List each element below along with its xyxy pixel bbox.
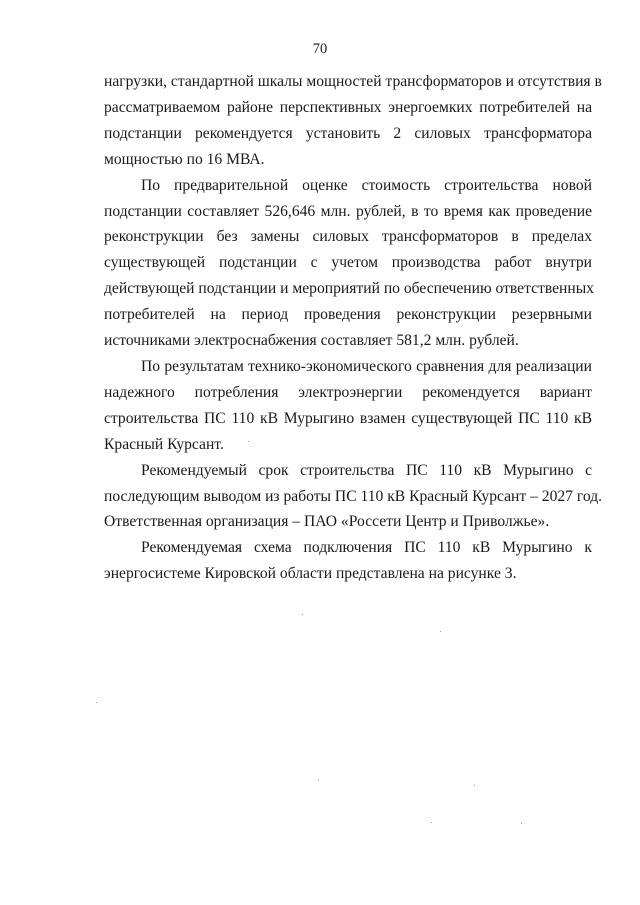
paragraph-2	[104, 173, 592, 354]
text-line: последующим выводом из работы ПС 110 кВ Красный Курсант – 2027 год.	[104, 487, 603, 505]
text-line: По результатам технико-экономического сравнения для реализации	[141, 357, 592, 375]
document-body	[104, 69, 603, 587]
text-line: строительства ПС 110 кВ Мурыгино взамен существующей ПС 110 кВ	[104, 409, 592, 427]
text-line: нагрузки, стандартной шкалы мощностей трансформаторов и отсутствия в	[104, 73, 602, 90]
text-line: Рекомендуемая схема подключения ПС 110 кВ Мурыгино к	[141, 539, 592, 557]
text-line: Красный Курсант.	[104, 435, 224, 453]
scan-speck	[440, 631, 441, 632]
text-line: Рекомендуемый срок строительства ПС 110 кВ Мурыгино с	[141, 461, 592, 479]
text-line: подстанции составляет 526,646 млн. рублей, в то время как проведение	[104, 202, 592, 220]
text-line: надежного потребления электроэнергии рекомендуется вариант	[104, 383, 592, 401]
text-line: рассматриваемом районе перспективных энергоемких потребителей на	[104, 98, 592, 116]
scan-speck	[96, 702, 97, 703]
text-line: мощностью по 16 МВА.	[104, 150, 265, 168]
scan-speck	[302, 614, 303, 615]
paragraph-4	[104, 458, 603, 536]
text-line: существующей подстанции с учетом производства работ внутри	[104, 254, 592, 272]
text-line: реконструкции без замены силовых трансформаторов в пределах	[104, 228, 592, 246]
paragraph-5	[104, 535, 592, 587]
text-line: действующей подстанции и мероприятий по обеспечению ответственных	[104, 280, 594, 298]
scan-speck	[318, 779, 319, 780]
scan-speck	[248, 441, 249, 442]
scan-speck	[521, 823, 522, 824]
text-line: источниками электроснабжения составляет 581,2 млн. рублей.	[104, 332, 519, 350]
text-line: потребителей на период проведения реконструкции резервными	[104, 306, 592, 324]
text-line: подстанции рекомендуется установить 2 силовых трансформатора	[104, 124, 592, 142]
text-line: энергосистеме Кировской области представлена на рисунке 3.	[104, 565, 517, 583]
page-number: 70	[312, 41, 328, 57]
scan-speck	[474, 785, 475, 786]
scan-speck	[431, 822, 432, 823]
paragraph-1	[104, 69, 602, 173]
paragraph-3	[104, 354, 592, 458]
text-line: Ответственная организация – ПАО «Россети Центр и Приволжье».	[104, 513, 550, 531]
text-line: По предварительной оценке стоимость строительства новой	[141, 176, 592, 194]
